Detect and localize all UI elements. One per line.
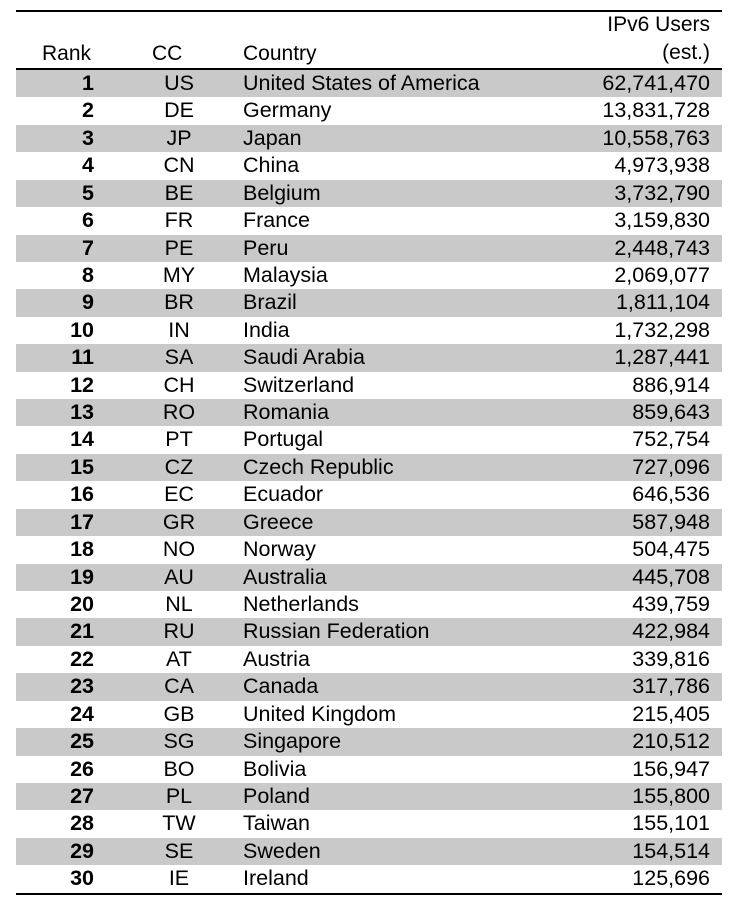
table-row [16,838,722,865]
ipv6-users-cell: 62,741,470 [602,71,710,95]
header-ipv6-users [607,11,710,67]
country-code-cell: PT [165,427,193,452]
rank-cell: 27 [70,783,94,808]
country-code-cell: CZ [164,454,194,479]
country-name-cell: Portugal [243,427,324,452]
country-code-cell: CA [164,674,194,699]
country-code-cell: PL [165,783,193,808]
table-row [16,618,722,645]
ipv6-users-cell: 2,069,077 [614,262,710,287]
rank-cell: 6 [82,208,94,233]
ipv6-users-cell: 422,984 [632,619,710,644]
ipv6-users-cell: 3,159,830 [614,208,710,233]
table-row [16,454,722,481]
country-name-cell: India [243,317,290,342]
table-row [16,536,722,563]
country-name-cell: France [243,208,310,233]
table-row [16,728,722,755]
ipv6-users-cell: 10,558,763 [602,125,710,150]
country-name-cell: Saudi Arabia [243,345,365,370]
country-code-cell: SE [164,838,194,863]
country-code-cell: CH [163,372,195,397]
ipv6-users-cell: 439,759 [632,592,710,617]
country-code-cell: TW [162,811,196,836]
table-row [16,262,722,289]
rank-cell: 9 [82,290,94,315]
country-code-cell: IE [168,866,190,891]
table-row [16,865,722,892]
rank-cell: 1 [82,71,94,95]
table-row [16,426,722,453]
ipv6-users-cell: 155,800 [632,783,710,808]
country-code-cell: JP [166,125,192,150]
ipv6-users-cell: 125,696 [632,866,710,891]
country-code-cell: US [164,71,194,95]
country-name-cell: Canada [243,674,319,699]
table-row [16,317,722,344]
country-name-cell: China [243,153,300,178]
country-code-cell: RO [162,400,196,425]
ipv6-users-cell: 2,448,743 [614,235,710,260]
ipv6-users-cell: 646,536 [632,482,710,507]
country-code-cell: BR [164,290,194,315]
country-name-cell: Malaysia [243,262,328,287]
ipv6-users-cell: 445,708 [632,564,710,589]
country-name-cell: Switzerland [243,372,355,397]
ipv6-users-cell: 154,514 [632,838,710,863]
rank-cell: 20 [70,592,94,617]
bottom-rule [16,893,722,895]
ipv6-users-cell: 1,287,441 [614,345,710,370]
country-code-cell: IN [168,317,190,342]
ipv6-users-cell: 13,831,728 [602,98,710,123]
rank-cell: 3 [82,125,94,150]
rank-cell: 25 [70,729,94,754]
rank-cell: 30 [70,866,94,891]
rank-cell: 2 [82,98,94,123]
rank-cell: 22 [70,646,94,671]
country-name-cell: Peru [243,235,289,260]
rank-cell: 21 [70,619,94,644]
header-ipv6-users-line1: IPv6 Users [607,13,710,36]
ipv6-users-cell: 210,512 [632,729,710,754]
table-header [16,12,722,70]
country-code-cell: NO [162,537,196,562]
header-cc: CC [152,42,183,65]
country-name-cell: Taiwan [243,811,310,836]
rank-cell: 8 [82,262,94,287]
table-row [16,399,722,426]
rank-cell: 24 [70,701,94,726]
rank-cell: 7 [82,235,94,260]
country-name-cell: Ecuador [243,482,324,507]
country-code-cell: EC [164,482,194,507]
rank-cell: 29 [70,838,94,863]
country-code-cell: SG [163,729,195,754]
table-row [16,591,722,618]
table-row [16,756,722,783]
ipv6-users-cell: 156,947 [632,756,710,781]
ipv6-users-cell: 504,475 [632,537,710,562]
country-code-cell: NL [165,592,193,617]
ipv6-users-cell: 1,732,298 [614,317,710,342]
header-rank: Rank [42,42,92,65]
table-row [16,783,722,810]
table-row [16,207,722,234]
country-name-cell: Brazil [243,290,297,315]
rank-cell: 12 [70,372,94,397]
rank-cell: 16 [70,482,94,507]
country-name-cell: Austria [243,646,310,671]
rank-cell: 13 [70,400,94,425]
table-row [16,509,722,536]
country-code-cell: CN [163,153,195,178]
table-row [16,180,722,207]
country-code-cell: DE [164,98,194,123]
country-code-cell: GB [163,701,195,726]
ipv6-users-cell: 4,973,938 [614,153,710,178]
table-row [16,481,722,508]
ipv6-users-cell: 1,811,104 [615,290,710,315]
country-code-cell: RU [163,619,195,644]
table-row [16,344,722,371]
country-code-cell: FR [164,208,194,233]
table-row [16,646,722,673]
rank-cell: 23 [70,674,94,699]
rank-cell: 18 [70,537,94,562]
country-name-cell: Romania [243,400,330,425]
rank-cell: 4 [82,153,94,178]
country-code-cell: BO [163,756,195,781]
rank-cell: 26 [70,756,94,781]
country-name-cell: Poland [243,783,310,808]
ipv6-users-cell: 155,101 [632,811,710,836]
country-name-cell: Belgium [243,180,321,205]
ipv6-users-cell: 886,914 [632,372,710,397]
ipv6-users-cell: 215,405 [632,701,710,726]
ipv6-users-cell: 859,643 [632,400,710,425]
country-name-cell: Bolivia [243,756,307,781]
rank-cell: 28 [70,811,94,836]
country-name-cell: United Kingdom [243,701,396,726]
ipv6-users-cell: 339,816 [632,646,710,671]
country-name-cell: Singapore [243,729,342,754]
country-name-cell: Russian Federation [243,619,430,644]
ipv6-users-cell: 3,732,790 [614,180,710,205]
country-code-cell: AT [166,646,192,671]
country-name-cell: Norway [243,537,316,562]
header-country: Country [243,42,317,65]
ipv6-users-cell: 587,948 [632,509,710,534]
country-name-cell: Japan [243,125,302,150]
rank-cell: 11 [71,345,94,370]
country-name-cell: Ireland [243,866,309,891]
table-row [16,152,722,179]
rank-cell: 17 [70,509,94,534]
table-row [16,564,722,591]
table-row [16,289,722,316]
header-ipv6-users-line2: (est.) [662,41,710,64]
ipv6-users-cell: 752,754 [632,427,710,452]
rank-cell: 15 [70,454,94,479]
country-name-cell: Greece [243,509,314,534]
table-body [16,70,722,893]
table-row [16,810,722,837]
table-row [16,701,722,728]
rank-cell: 19 [70,564,94,589]
country-code-cell: PE [164,235,194,260]
country-name-cell: Sweden [243,838,321,863]
table-row [16,673,722,700]
table-row [16,235,722,262]
country-name-cell: Netherlands [243,592,359,617]
country-name-cell: United States of America [243,71,480,95]
table-row [16,97,722,124]
ipv6-users-cell: 317,786 [632,674,710,699]
rank-cell: 10 [70,317,94,342]
country-code-cell: AU [164,564,194,589]
ipv6-users-table [16,10,722,895]
country-code-cell: SA [164,345,194,370]
table-row [16,125,722,152]
rank-cell: 14 [70,427,94,452]
country-name-cell: Czech Republic [243,454,394,479]
country-code-cell: MY [162,262,196,287]
country-code-cell: GR [162,509,196,534]
country-name-cell: Germany [243,98,332,123]
country-code-cell: BE [164,180,194,205]
ipv6-users-cell: 727,096 [632,454,710,479]
table-row [16,372,722,399]
table-row [16,70,722,97]
country-name-cell: Australia [243,564,327,589]
rank-cell: 5 [82,180,94,205]
